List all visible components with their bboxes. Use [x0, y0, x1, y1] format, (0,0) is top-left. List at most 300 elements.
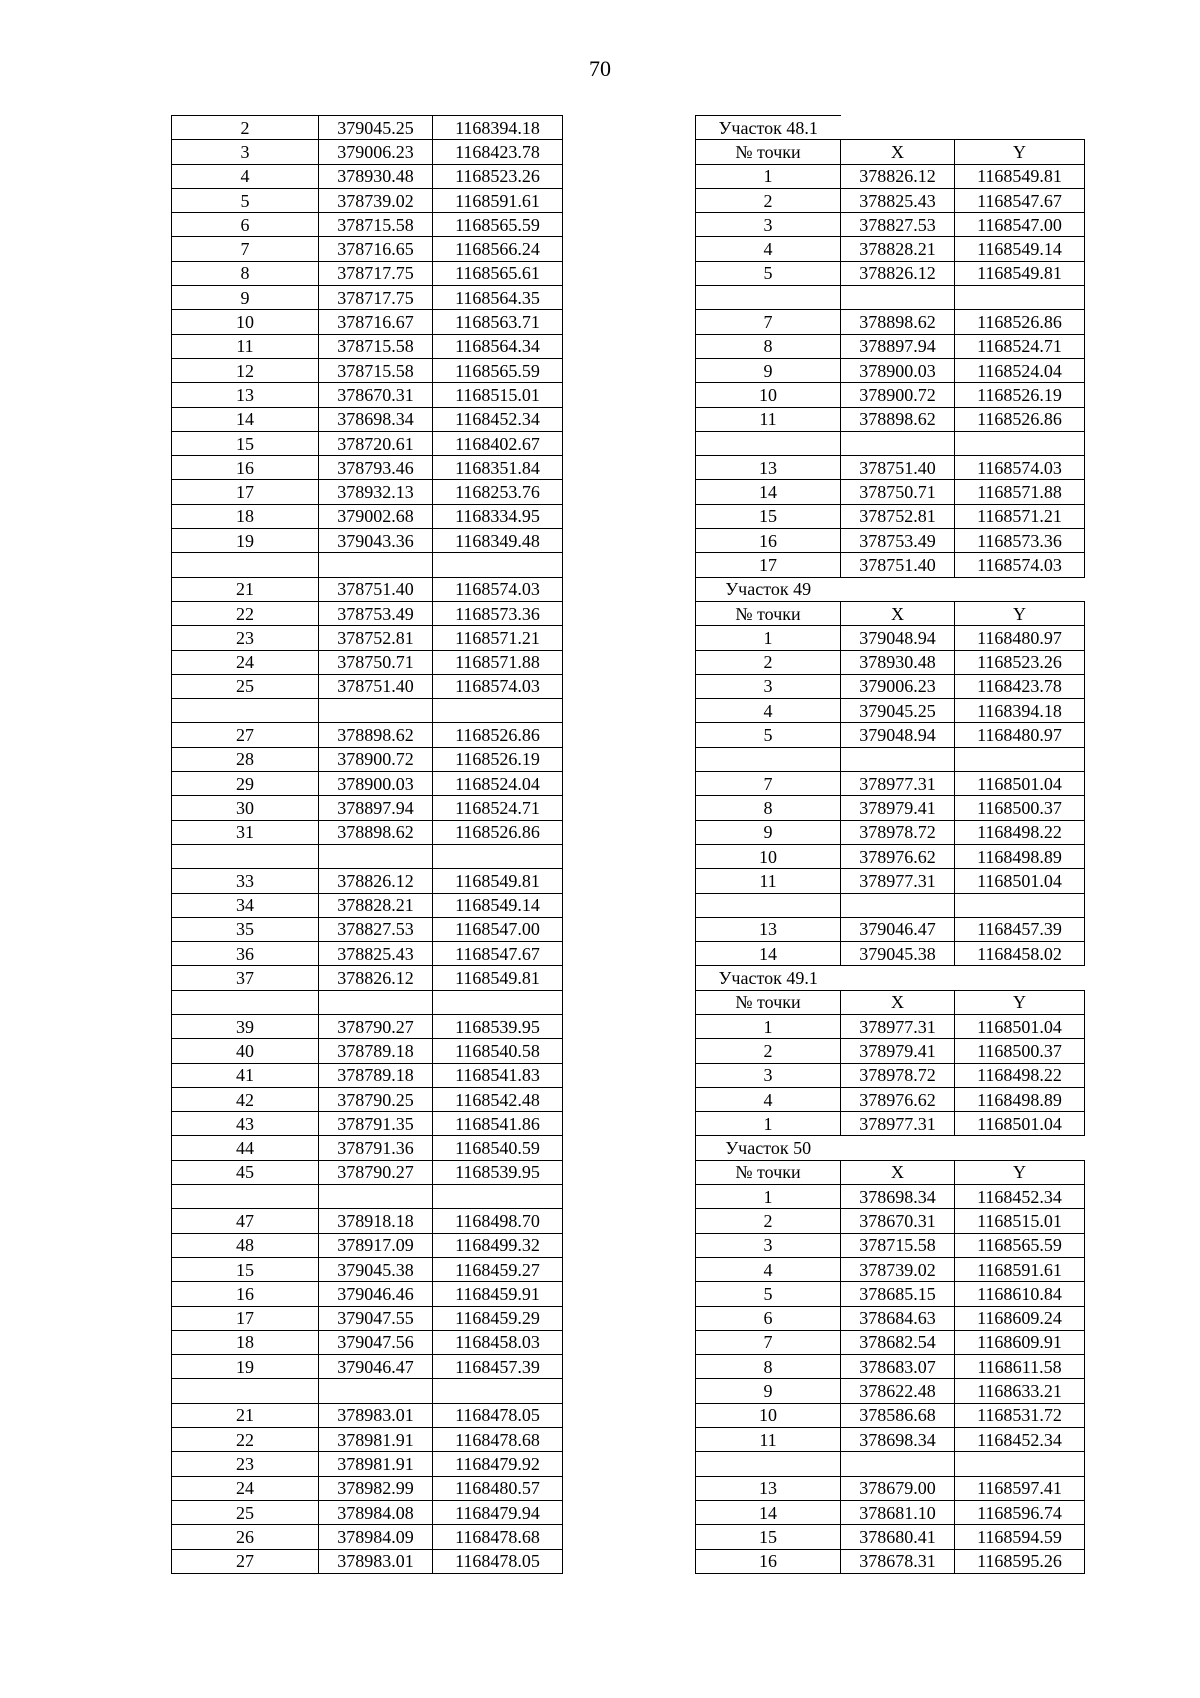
table-row	[696, 529, 1085, 553]
x-coordinate-cell: 378977.31	[841, 869, 955, 893]
y-coordinate-cell: 1168609.24	[955, 1306, 1085, 1330]
point-number-cell: 16	[696, 529, 841, 553]
point-number-cell: 2	[696, 1209, 841, 1233]
table-header-row	[696, 140, 1085, 164]
point-number-cell: 48	[172, 1233, 319, 1257]
x-coordinate-cell: 378684.63	[841, 1306, 955, 1330]
x-coordinate-cell: 378715.58	[319, 334, 433, 358]
section-title: Участок 49.1	[696, 966, 841, 990]
x-coordinate-cell	[841, 286, 955, 310]
point-number-cell: 1	[696, 164, 841, 188]
point-number-cell: 18	[172, 504, 319, 528]
table-row	[696, 383, 1085, 407]
section-title-row	[696, 966, 1085, 990]
table-row	[172, 286, 563, 310]
x-coordinate-cell	[319, 990, 433, 1014]
x-coordinate-cell: 378900.72	[841, 383, 955, 407]
table-header-row	[696, 1160, 1085, 1184]
point-number-cell: 14	[172, 407, 319, 431]
point-number-cell: 1	[696, 1185, 841, 1209]
point-number-cell: 9	[172, 286, 319, 310]
point-number-cell: 5	[172, 188, 319, 212]
table-row	[172, 116, 563, 140]
point-number-cell: 3	[696, 1233, 841, 1257]
x-coordinate-cell: 378717.75	[319, 286, 433, 310]
table-row	[696, 261, 1085, 285]
y-coordinate-cell: 1168478.05	[433, 1403, 563, 1427]
table-row	[172, 820, 563, 844]
y-coordinate-cell: 1168515.01	[433, 383, 563, 407]
y-coordinate-cell	[433, 1379, 563, 1403]
table-row	[172, 431, 563, 455]
x-coordinate-cell: 379046.47	[319, 1355, 433, 1379]
x-coordinate-cell	[319, 1379, 433, 1403]
x-header: X	[841, 140, 955, 164]
y-coordinate-cell: 1168574.03	[955, 553, 1085, 577]
x-coordinate-cell: 378828.21	[841, 237, 955, 261]
x-coordinate-cell: 378698.34	[841, 1428, 955, 1452]
y-coordinate-cell: 1168549.14	[433, 893, 563, 917]
point-number-cell: 25	[172, 1500, 319, 1524]
y-header: Y	[955, 1160, 1085, 1184]
table-row	[172, 1330, 563, 1354]
x-coordinate-cell: 378826.12	[841, 164, 955, 188]
blank-cell	[841, 577, 1085, 601]
point-number-cell: 8	[696, 334, 841, 358]
x-coordinate-cell: 378739.02	[319, 188, 433, 212]
point-number-cell: 2	[696, 1039, 841, 1063]
x-coordinate-cell: 378717.75	[319, 261, 433, 285]
point-number-cell: 14	[696, 942, 841, 966]
table-row	[696, 917, 1085, 941]
point-number-cell: 6	[172, 213, 319, 237]
point-number-cell: 12	[172, 358, 319, 382]
table-row	[172, 796, 563, 820]
table-row	[172, 164, 563, 188]
section-title-row	[696, 1136, 1085, 1160]
x-coordinate-cell	[841, 431, 955, 455]
y-coordinate-cell: 1168523.26	[433, 164, 563, 188]
section-title-row	[696, 577, 1085, 601]
x-coordinate-cell	[841, 747, 955, 771]
y-coordinate-cell: 1168565.59	[955, 1233, 1085, 1257]
y-coordinate-cell: 1168423.78	[433, 140, 563, 164]
table-row	[696, 1403, 1085, 1427]
y-coordinate-cell: 1168539.95	[433, 1160, 563, 1184]
x-header: X	[841, 601, 955, 625]
point-number-cell: 29	[172, 772, 319, 796]
point-number-cell: 33	[172, 869, 319, 893]
x-coordinate-cell: 378715.58	[841, 1233, 955, 1257]
y-coordinate-cell: 1168610.84	[955, 1282, 1085, 1306]
table-row	[172, 601, 563, 625]
x-coordinate-cell: 379046.46	[319, 1282, 433, 1306]
table-row	[696, 1233, 1085, 1257]
point-number-cell: 23	[172, 1452, 319, 1476]
y-coordinate-cell: 1168458.02	[955, 942, 1085, 966]
x-coordinate-cell: 378918.18	[319, 1209, 433, 1233]
x-coordinate-cell: 378682.54	[841, 1330, 955, 1354]
table-row	[696, 650, 1085, 674]
y-coordinate-cell	[955, 1452, 1085, 1476]
point-number-cell: 14	[696, 480, 841, 504]
x-coordinate-cell: 379006.23	[319, 140, 433, 164]
point-number-cell: 4	[696, 1257, 841, 1281]
x-coordinate-cell: 378750.71	[841, 480, 955, 504]
table-row	[172, 1525, 563, 1549]
point-number-cell	[696, 431, 841, 455]
y-coordinate-cell	[433, 553, 563, 577]
y-coordinate-cell: 1168501.04	[955, 1014, 1085, 1038]
point-number-cell: 13	[696, 917, 841, 941]
y-coordinate-cell: 1168499.32	[433, 1233, 563, 1257]
y-coordinate-cell: 1168524.71	[433, 796, 563, 820]
section-title-row	[696, 116, 1085, 140]
table-row	[172, 1476, 563, 1500]
point-number-cell: 8	[172, 261, 319, 285]
x-coordinate-cell: 378930.48	[319, 164, 433, 188]
point-number-cell	[172, 1379, 319, 1403]
table-row	[172, 261, 563, 285]
point-number-cell: 45	[172, 1160, 319, 1184]
table-row	[172, 1306, 563, 1330]
point-number-cell: 4	[696, 237, 841, 261]
table-row	[696, 1500, 1085, 1524]
point-number-cell: 27	[172, 723, 319, 747]
table-row	[172, 334, 563, 358]
table-row	[696, 844, 1085, 868]
x-coordinate-cell: 378826.12	[319, 966, 433, 990]
point-number-cell: 31	[172, 820, 319, 844]
table-row	[172, 480, 563, 504]
table-row	[172, 456, 563, 480]
x-coordinate-cell: 379045.25	[841, 699, 955, 723]
table-row	[172, 893, 563, 917]
table-row	[172, 869, 563, 893]
point-number-cell: 8	[696, 1355, 841, 1379]
x-coordinate-cell: 378681.10	[841, 1500, 955, 1524]
y-coordinate-cell: 1168500.37	[955, 796, 1085, 820]
table-row	[696, 358, 1085, 382]
point-number-cell: 11	[696, 407, 841, 431]
point-number-header: № точки	[696, 140, 841, 164]
point-number-cell: 15	[696, 504, 841, 528]
point-number-cell: 21	[172, 577, 319, 601]
table-row	[696, 1428, 1085, 1452]
x-coordinate-cell: 378670.31	[319, 383, 433, 407]
x-coordinate-cell: 378826.12	[319, 869, 433, 893]
table-row	[172, 383, 563, 407]
table-row	[172, 1087, 563, 1111]
point-number-cell: 19	[172, 529, 319, 553]
x-coordinate-cell: 378698.34	[319, 407, 433, 431]
point-number-cell: 15	[696, 1525, 841, 1549]
table-row	[172, 917, 563, 941]
y-coordinate-cell: 1168515.01	[955, 1209, 1085, 1233]
table-row	[172, 772, 563, 796]
y-coordinate-cell: 1168564.34	[433, 334, 563, 358]
point-number-cell: 16	[172, 456, 319, 480]
table-row	[172, 213, 563, 237]
y-coordinate-cell: 1168566.24	[433, 237, 563, 261]
y-coordinate-cell: 1168526.19	[433, 747, 563, 771]
point-number-cell: 6	[696, 1306, 841, 1330]
table-row	[696, 456, 1085, 480]
x-coordinate-cell: 378789.18	[319, 1039, 433, 1063]
point-number-cell: 1	[696, 626, 841, 650]
table-row	[696, 942, 1085, 966]
y-coordinate-cell: 1168402.67	[433, 431, 563, 455]
point-number-cell: 11	[172, 334, 319, 358]
x-coordinate-cell: 378793.46	[319, 456, 433, 480]
y-coordinate-cell: 1168480.57	[433, 1476, 563, 1500]
x-coordinate-cell: 379043.36	[319, 529, 433, 553]
point-number-cell: 23	[172, 626, 319, 650]
table-row	[172, 1112, 563, 1136]
point-number-cell: 37	[172, 966, 319, 990]
x-coordinate-cell: 378981.91	[319, 1452, 433, 1476]
x-coordinate-cell: 378917.09	[319, 1233, 433, 1257]
y-coordinate-cell: 1168526.86	[433, 723, 563, 747]
y-coordinate-cell: 1168542.48	[433, 1087, 563, 1111]
table-row	[696, 1476, 1085, 1500]
y-coordinate-cell: 1168479.94	[433, 1500, 563, 1524]
point-number-cell: 25	[172, 674, 319, 698]
point-number-cell: 40	[172, 1039, 319, 1063]
point-number-cell	[172, 1185, 319, 1209]
point-number-cell: 15	[172, 1257, 319, 1281]
table-row	[696, 1063, 1085, 1087]
x-coordinate-cell: 378670.31	[841, 1209, 955, 1233]
x-coordinate-cell: 378979.41	[841, 1039, 955, 1063]
y-coordinate-cell: 1168526.86	[955, 407, 1085, 431]
y-coordinate-cell: 1168595.26	[955, 1549, 1085, 1573]
y-coordinate-cell: 1168594.59	[955, 1525, 1085, 1549]
point-number-cell	[696, 286, 841, 310]
y-coordinate-cell: 1168351.84	[433, 456, 563, 480]
y-coordinate-cell: 1168549.81	[955, 164, 1085, 188]
y-coordinate-cell: 1168547.00	[955, 213, 1085, 237]
x-coordinate-cell: 378979.41	[841, 796, 955, 820]
point-number-cell: 22	[172, 1428, 319, 1452]
table-row	[696, 1014, 1085, 1038]
x-coordinate-cell: 378790.25	[319, 1087, 433, 1111]
y-coordinate-cell: 1168501.04	[955, 869, 1085, 893]
x-coordinate-cell: 378983.01	[319, 1403, 433, 1427]
table-row	[696, 1355, 1085, 1379]
point-number-cell: 41	[172, 1063, 319, 1087]
table-row	[696, 1282, 1085, 1306]
table-row	[172, 1428, 563, 1452]
table-row	[172, 674, 563, 698]
x-coordinate-cell: 378977.31	[841, 1014, 955, 1038]
y-coordinate-cell: 1168596.74	[955, 1500, 1085, 1524]
table-row	[696, 674, 1085, 698]
table-row	[696, 188, 1085, 212]
point-number-cell: 4	[696, 699, 841, 723]
y-coordinate-cell: 1168573.36	[955, 529, 1085, 553]
table-row	[172, 1209, 563, 1233]
point-number-header: № точки	[696, 601, 841, 625]
x-header: X	[841, 1160, 955, 1184]
y-coordinate-cell: 1168563.71	[433, 310, 563, 334]
point-number-cell: 4	[172, 164, 319, 188]
table-row	[696, 1112, 1085, 1136]
y-coordinate-cell: 1168573.36	[433, 601, 563, 625]
point-number-cell: 7	[696, 310, 841, 334]
table-header-row	[696, 601, 1085, 625]
point-number-cell: 1	[696, 1112, 841, 1136]
x-coordinate-cell: 379047.56	[319, 1330, 433, 1354]
table-row	[696, 772, 1085, 796]
point-number-cell: 42	[172, 1087, 319, 1111]
x-coordinate-cell: 378898.62	[319, 723, 433, 747]
x-coordinate-cell: 378898.62	[319, 820, 433, 844]
table-row	[696, 1379, 1085, 1403]
x-coordinate-cell: 378825.43	[841, 188, 955, 212]
x-coordinate-cell: 379045.38	[319, 1257, 433, 1281]
x-coordinate-cell: 378753.49	[841, 529, 955, 553]
table-row	[172, 237, 563, 261]
x-coordinate-cell: 378752.81	[319, 626, 433, 650]
x-coordinate-cell: 378982.99	[319, 1476, 433, 1500]
table-row	[696, 286, 1085, 310]
y-coordinate-cell: 1168457.39	[433, 1355, 563, 1379]
y-coordinate-cell: 1168524.04	[955, 358, 1085, 382]
table-header-row	[696, 990, 1085, 1014]
table-row	[696, 504, 1085, 528]
point-number-cell: 3	[696, 1063, 841, 1087]
x-coordinate-cell: 378751.40	[841, 553, 955, 577]
y-coordinate-cell	[433, 1185, 563, 1209]
x-coordinate-cell: 378828.21	[319, 893, 433, 917]
table-row	[696, 1549, 1085, 1573]
table-row	[696, 553, 1085, 577]
table-row	[696, 1209, 1085, 1233]
y-coordinate-cell: 1168498.22	[955, 820, 1085, 844]
x-coordinate-cell: 378898.62	[841, 407, 955, 431]
point-number-cell: 21	[172, 1403, 319, 1427]
y-coordinate-cell: 1168457.39	[955, 917, 1085, 941]
table-row	[696, 237, 1085, 261]
table-row	[696, 310, 1085, 334]
table-row	[172, 966, 563, 990]
x-coordinate-cell: 378977.31	[841, 772, 955, 796]
y-coordinate-cell: 1168611.58	[955, 1355, 1085, 1379]
blank-cell	[841, 1136, 1085, 1160]
section-title: Участок 49	[696, 577, 841, 601]
point-number-cell: 5	[696, 261, 841, 285]
point-number-cell: 13	[696, 1476, 841, 1500]
y-coordinate-cell: 1168452.34	[955, 1428, 1085, 1452]
section-title: Участок 50	[696, 1136, 841, 1160]
table-row	[696, 1525, 1085, 1549]
y-coordinate-cell: 1168526.19	[955, 383, 1085, 407]
y-coordinate-cell: 1168549.81	[433, 966, 563, 990]
x-coordinate-cell: 378751.40	[841, 456, 955, 480]
y-coordinate-cell	[955, 431, 1085, 455]
x-coordinate-cell	[319, 1185, 433, 1209]
table-row	[172, 942, 563, 966]
y-coordinate-cell: 1168498.70	[433, 1209, 563, 1233]
point-number-cell: 10	[172, 310, 319, 334]
point-number-cell: 7	[696, 1330, 841, 1354]
x-coordinate-cell: 379045.38	[841, 942, 955, 966]
y-coordinate-cell: 1168597.41	[955, 1476, 1085, 1500]
point-number-cell: 17	[172, 1306, 319, 1330]
y-coordinate-cell: 1168574.03	[955, 456, 1085, 480]
y-coordinate-cell: 1168571.88	[433, 650, 563, 674]
point-number-cell: 19	[172, 1355, 319, 1379]
point-number-cell: 7	[172, 237, 319, 261]
y-coordinate-cell: 1168591.61	[955, 1257, 1085, 1281]
x-coordinate-cell: 379048.94	[841, 723, 955, 747]
y-coordinate-cell	[955, 747, 1085, 771]
x-coordinate-cell: 378791.36	[319, 1136, 433, 1160]
y-coordinate-cell	[433, 844, 563, 868]
point-number-cell: 26	[172, 1525, 319, 1549]
x-coordinate-cell: 378900.03	[319, 772, 433, 796]
x-coordinate-cell: 378678.31	[841, 1549, 955, 1573]
x-coordinate-cell: 378981.91	[319, 1428, 433, 1452]
point-number-cell	[696, 747, 841, 771]
table-row	[172, 1039, 563, 1063]
point-number-cell: 2	[172, 116, 319, 140]
page-number: 70	[589, 56, 611, 81]
y-coordinate-cell: 1168501.04	[955, 1112, 1085, 1136]
point-number-cell: 2	[696, 650, 841, 674]
table-row	[696, 1185, 1085, 1209]
table-row	[696, 431, 1085, 455]
point-number-cell: 18	[172, 1330, 319, 1354]
table-row	[172, 747, 563, 771]
y-coordinate-cell: 1168540.59	[433, 1136, 563, 1160]
point-number-cell	[172, 844, 319, 868]
point-number-cell: 3	[696, 674, 841, 698]
y-coordinate-cell: 1168334.95	[433, 504, 563, 528]
point-number-cell: 27	[172, 1549, 319, 1573]
table-row	[172, 407, 563, 431]
y-coordinate-cell: 1168253.76	[433, 480, 563, 504]
x-coordinate-cell: 378753.49	[319, 601, 433, 625]
x-coordinate-cell: 378715.58	[319, 213, 433, 237]
y-coordinate-cell: 1168565.61	[433, 261, 563, 285]
x-coordinate-cell: 378900.03	[841, 358, 955, 382]
x-coordinate-cell: 379006.23	[841, 674, 955, 698]
point-number-cell: 10	[696, 383, 841, 407]
x-coordinate-cell: 378826.12	[841, 261, 955, 285]
point-number-cell	[172, 990, 319, 1014]
x-coordinate-cell: 378680.41	[841, 1525, 955, 1549]
x-coordinate-cell	[841, 893, 955, 917]
x-coordinate-cell: 378932.13	[319, 480, 433, 504]
y-header: Y	[955, 990, 1085, 1014]
y-coordinate-cell: 1168547.00	[433, 917, 563, 941]
x-coordinate-cell: 378825.43	[319, 942, 433, 966]
table-row	[696, 820, 1085, 844]
table-row	[696, 893, 1085, 917]
y-coordinate-cell: 1168459.29	[433, 1306, 563, 1330]
table-row	[172, 1549, 563, 1573]
x-coordinate-cell: 378790.27	[319, 1160, 433, 1184]
point-number-cell: 22	[172, 601, 319, 625]
point-number-cell: 4	[696, 1087, 841, 1111]
y-coordinate-cell: 1168459.27	[433, 1257, 563, 1281]
x-coordinate-cell: 378679.00	[841, 1476, 955, 1500]
point-number-cell: 11	[696, 869, 841, 893]
y-coordinate-cell: 1168478.68	[433, 1525, 563, 1549]
y-coordinate-cell: 1168547.67	[433, 942, 563, 966]
